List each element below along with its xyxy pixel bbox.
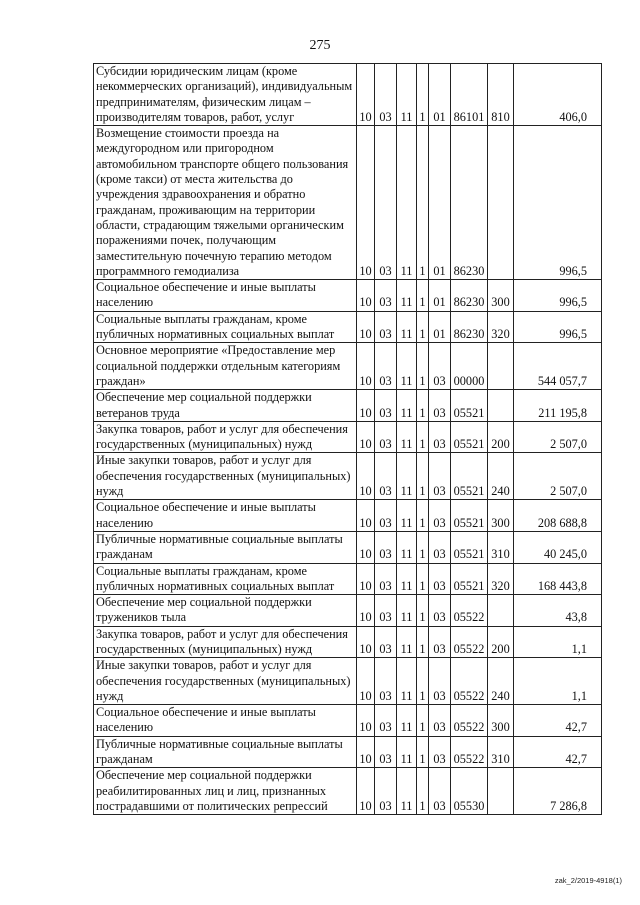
row-name: Возмещение стоимости проезда на междугородном или пригородном автомобильном транспорте общего пользования (кроме такси) от места жительства до учреждения здравоохранения и обратно гражданам, проживающим на территории области, страдающим тяжелыми органическим поражениями почек, получающим заместительную почечную терапию методом программного гемодиализа xyxy=(94,126,357,280)
subsection-code: 03 xyxy=(375,658,397,705)
program-code: 11 xyxy=(397,390,417,422)
table-row xyxy=(94,421,602,453)
table-row xyxy=(94,563,602,595)
subsection-code: 03 xyxy=(375,343,397,390)
measure-code: 01 xyxy=(429,126,451,280)
expense-type-code: 200 xyxy=(488,626,514,658)
row-name: Социальные выплаты гражданам, кроме публичных нормативных социальных выплат xyxy=(94,563,357,595)
table-row xyxy=(94,595,602,627)
expense-type-code: 200 xyxy=(488,421,514,453)
measure-code: 03 xyxy=(429,421,451,453)
section-code: 10 xyxy=(357,500,375,532)
row-name: Закупка товаров, работ и услуг для обеспечения государственных (муниципальных) нужд xyxy=(94,626,357,658)
program-code: 11 xyxy=(397,595,417,627)
section-code: 10 xyxy=(357,595,375,627)
row-name: Публичные нормативные социальные выплаты гражданам xyxy=(94,736,357,768)
section-code: 10 xyxy=(357,736,375,768)
subsection-code: 03 xyxy=(375,626,397,658)
program-code: 11 xyxy=(397,531,417,563)
program-code: 11 xyxy=(397,126,417,280)
row-name: Субсидии юридическим лицам (кроме некоммерческих организаций), индивидуальным предпринимателям, физическим лицам – производителям товаров, работ, услуг xyxy=(94,64,357,126)
measure-code: 03 xyxy=(429,500,451,532)
subsection-code: 03 xyxy=(375,531,397,563)
direction-code: 05521 xyxy=(451,563,488,595)
program-code: 11 xyxy=(397,280,417,312)
direction-code: 05522 xyxy=(451,595,488,627)
measure-code: 03 xyxy=(429,531,451,563)
program-code: 11 xyxy=(397,64,417,126)
amount: 211 195,8 xyxy=(514,390,602,422)
program-code: 11 xyxy=(397,421,417,453)
table-row xyxy=(94,705,602,737)
measure-code: 03 xyxy=(429,658,451,705)
subsection-code: 03 xyxy=(375,736,397,768)
subprogram-code: 1 xyxy=(417,658,429,705)
subsection-code: 03 xyxy=(375,390,397,422)
program-code: 11 xyxy=(397,736,417,768)
amount: 40 245,0 xyxy=(514,531,602,563)
section-code: 10 xyxy=(357,390,375,422)
amount: 168 443,8 xyxy=(514,563,602,595)
expense-type-code: 320 xyxy=(488,311,514,343)
amount: 1,1 xyxy=(514,658,602,705)
table-row xyxy=(94,531,602,563)
expense-type-code: 310 xyxy=(488,531,514,563)
expense-type-code xyxy=(488,343,514,390)
subprogram-code: 1 xyxy=(417,705,429,737)
subsection-code: 03 xyxy=(375,453,397,500)
amount: 1,1 xyxy=(514,626,602,658)
direction-code: 05521 xyxy=(451,500,488,532)
expense-type-code: 300 xyxy=(488,705,514,737)
subprogram-code: 1 xyxy=(417,500,429,532)
section-code: 10 xyxy=(357,311,375,343)
subprogram-code: 1 xyxy=(417,768,429,815)
subprogram-code: 1 xyxy=(417,343,429,390)
subprogram-code: 1 xyxy=(417,736,429,768)
table-row xyxy=(94,626,602,658)
program-code: 11 xyxy=(397,343,417,390)
table-row xyxy=(94,126,602,280)
section-code: 10 xyxy=(357,453,375,500)
budget-table xyxy=(93,63,602,815)
subprogram-code: 1 xyxy=(417,531,429,563)
direction-code: 05522 xyxy=(451,736,488,768)
direction-code: 05521 xyxy=(451,453,488,500)
page-number: 275 xyxy=(309,38,331,53)
section-code: 10 xyxy=(357,64,375,126)
program-code: 11 xyxy=(397,768,417,815)
measure-code: 03 xyxy=(429,736,451,768)
amount: 2 507,0 xyxy=(514,453,602,500)
measure-code: 01 xyxy=(429,280,451,312)
amount: 406,0 xyxy=(514,64,602,126)
subprogram-code: 1 xyxy=(417,453,429,500)
direction-code: 86101 xyxy=(451,64,488,126)
table-row xyxy=(94,500,602,532)
row-name: Иные закупки товаров, работ и услуг для обеспечения государственных (муниципальных) нужд xyxy=(94,453,357,500)
row-name: Социальное обеспечение и иные выплаты населению xyxy=(94,705,357,737)
program-code: 11 xyxy=(397,658,417,705)
row-name: Обеспечение мер социальной поддержки ветеранов труда xyxy=(94,390,357,422)
subsection-code: 03 xyxy=(375,311,397,343)
measure-code: 01 xyxy=(429,311,451,343)
direction-code: 05522 xyxy=(451,705,488,737)
subprogram-code: 1 xyxy=(417,563,429,595)
expense-type-code: 310 xyxy=(488,736,514,768)
expense-type-code: 300 xyxy=(488,280,514,312)
row-name: Социальные выплаты гражданам, кроме публичных нормативных социальных выплат xyxy=(94,311,357,343)
table-row xyxy=(94,280,602,312)
expense-type-code xyxy=(488,768,514,815)
measure-code: 03 xyxy=(429,453,451,500)
section-code: 10 xyxy=(357,626,375,658)
subprogram-code: 1 xyxy=(417,390,429,422)
program-code: 11 xyxy=(397,563,417,595)
measure-code: 03 xyxy=(429,768,451,815)
section-code: 10 xyxy=(357,705,375,737)
expense-type-code xyxy=(488,126,514,280)
subsection-code: 03 xyxy=(375,421,397,453)
table-row xyxy=(94,64,602,126)
row-name: Социальное обеспечение и иные выплаты населению xyxy=(94,500,357,532)
subprogram-code: 1 xyxy=(417,64,429,126)
amount: 544 057,7 xyxy=(514,343,602,390)
amount: 43,8 xyxy=(514,595,602,627)
table-row xyxy=(94,658,602,705)
table-row xyxy=(94,343,602,390)
row-name: Основное мероприятие «Предоставление мер социальной поддержки отдельным категориям граждан» xyxy=(94,343,357,390)
subsection-code: 03 xyxy=(375,500,397,532)
measure-code: 03 xyxy=(429,343,451,390)
section-code: 10 xyxy=(357,768,375,815)
amount: 996,5 xyxy=(514,280,602,312)
subprogram-code: 1 xyxy=(417,626,429,658)
row-name: Публичные нормативные социальные выплаты гражданам xyxy=(94,531,357,563)
row-name: Социальное обеспечение и иные выплаты населению xyxy=(94,280,357,312)
subsection-code: 03 xyxy=(375,64,397,126)
direction-code: 86230 xyxy=(451,126,488,280)
direction-code: 86230 xyxy=(451,280,488,312)
section-code: 10 xyxy=(357,658,375,705)
table-row xyxy=(94,311,602,343)
amount: 42,7 xyxy=(514,705,602,737)
program-code: 11 xyxy=(397,311,417,343)
measure-code: 03 xyxy=(429,390,451,422)
direction-code: 00000 xyxy=(451,343,488,390)
section-code: 10 xyxy=(357,563,375,595)
subsection-code: 03 xyxy=(375,705,397,737)
direction-code: 05521 xyxy=(451,421,488,453)
direction-code: 05530 xyxy=(451,768,488,815)
measure-code: 03 xyxy=(429,705,451,737)
section-code: 10 xyxy=(357,126,375,280)
subsection-code: 03 xyxy=(375,595,397,627)
subprogram-code: 1 xyxy=(417,126,429,280)
measure-code: 01 xyxy=(429,64,451,126)
subsection-code: 03 xyxy=(375,280,397,312)
section-code: 10 xyxy=(357,531,375,563)
expense-type-code: 240 xyxy=(488,453,514,500)
program-code: 11 xyxy=(397,626,417,658)
table-row xyxy=(94,390,602,422)
row-name: Обеспечение мер социальной поддержки тружеников тыла xyxy=(94,595,357,627)
amount: 996,5 xyxy=(514,311,602,343)
subprogram-code: 1 xyxy=(417,311,429,343)
measure-code: 03 xyxy=(429,563,451,595)
section-code: 10 xyxy=(357,421,375,453)
expense-type-code xyxy=(488,390,514,422)
table-row xyxy=(94,453,602,500)
expense-type-code: 240 xyxy=(488,658,514,705)
program-code: 11 xyxy=(397,705,417,737)
program-code: 11 xyxy=(397,453,417,500)
subsection-code: 03 xyxy=(375,768,397,815)
section-code: 10 xyxy=(357,343,375,390)
measure-code: 03 xyxy=(429,595,451,627)
expense-type-code: 320 xyxy=(488,563,514,595)
expense-type-code xyxy=(488,595,514,627)
measure-code: 03 xyxy=(429,626,451,658)
subprogram-code: 1 xyxy=(417,280,429,312)
document-code: zak_2/2019-4918(1) xyxy=(554,876,622,885)
subprogram-code: 1 xyxy=(417,595,429,627)
row-name: Иные закупки товаров, работ и услуг для обеспечения государственных (муниципальных) нужд xyxy=(94,658,357,705)
amount: 996,5 xyxy=(514,126,602,280)
amount: 2 507,0 xyxy=(514,421,602,453)
direction-code: 05522 xyxy=(451,658,488,705)
expense-type-code: 810 xyxy=(488,64,514,126)
program-code: 11 xyxy=(397,500,417,532)
row-name: Обеспечение мер социальной поддержки реабилитированных лиц и лиц, признанных пострадавшими от политических репрессий xyxy=(94,768,357,815)
direction-code: 86230 xyxy=(451,311,488,343)
subprogram-code: 1 xyxy=(417,421,429,453)
table-row xyxy=(94,768,602,815)
row-name: Закупка товаров, работ и услуг для обеспечения государственных (муниципальных) нужд xyxy=(94,421,357,453)
direction-code: 05521 xyxy=(451,531,488,563)
amount: 208 688,8 xyxy=(514,500,602,532)
direction-code: 05521 xyxy=(451,390,488,422)
subsection-code: 03 xyxy=(375,563,397,595)
amount: 42,7 xyxy=(514,736,602,768)
expense-type-code: 300 xyxy=(488,500,514,532)
subsection-code: 03 xyxy=(375,126,397,280)
table-row xyxy=(94,736,602,768)
section-code: 10 xyxy=(357,280,375,312)
amount: 7 286,8 xyxy=(514,768,602,815)
direction-code: 05522 xyxy=(451,626,488,658)
